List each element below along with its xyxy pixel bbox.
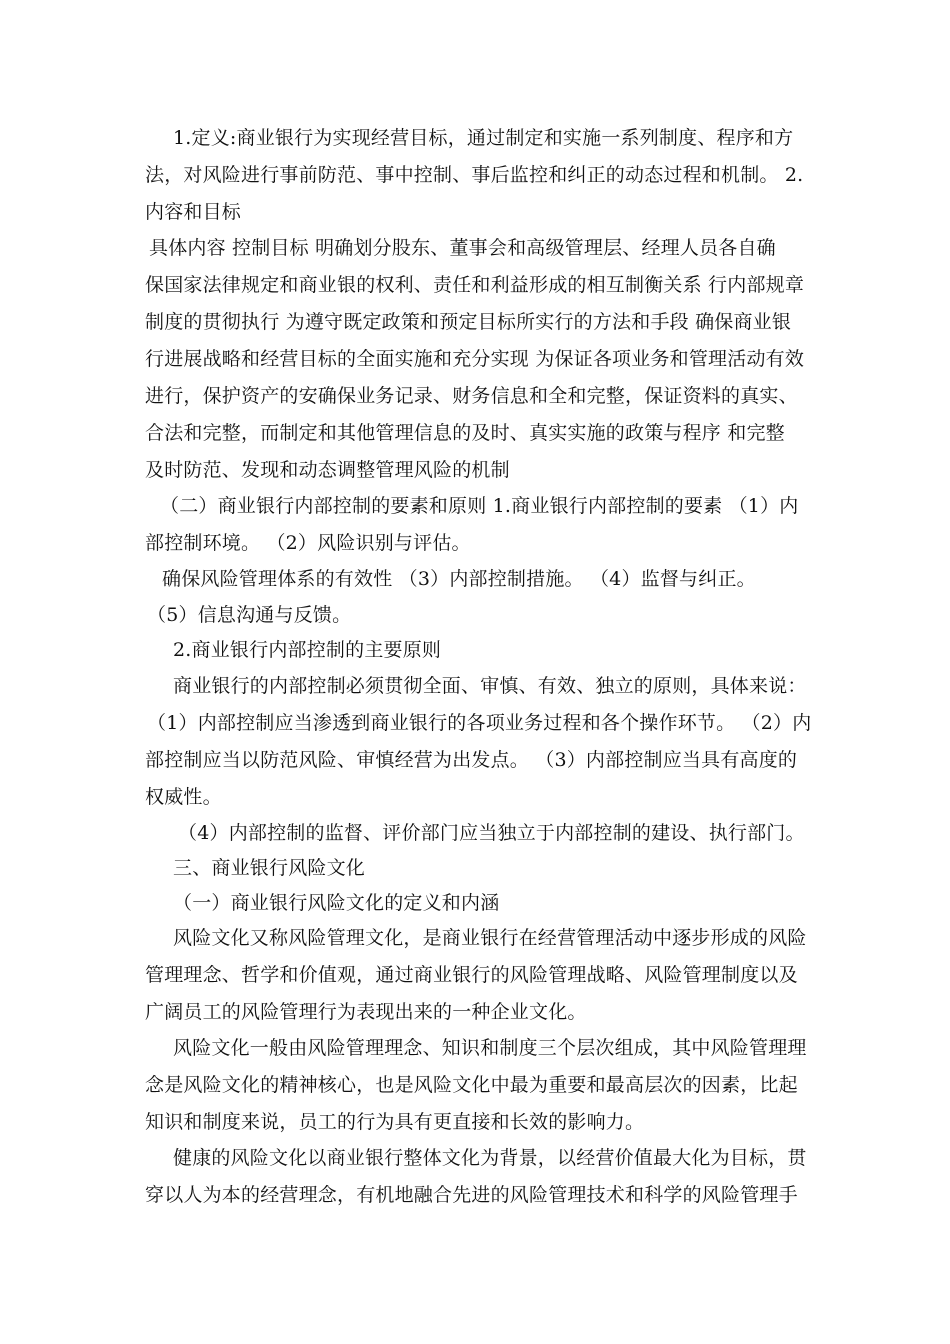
text-line: 进行，保护资产的安确保业务记录、财务信息和全和完整，保证资料的真实、 <box>145 385 798 407</box>
text-line: 行进展战略和经营目标的全面实施和充分实现 为保证各项业务和管理活动有效 <box>145 348 805 370</box>
text-line: 保国家法律规定和商业银的权利、责任和利益形成的相互制衡关系 行内部规章 <box>145 274 805 296</box>
section-heading: 三、商业银行风险文化 <box>173 857 366 879</box>
text-line: 部控制环境。 （2）风险识别与评估。 <box>145 532 471 554</box>
text-line: （4）内部控制的监督、评价部门应当独立于内部控制的建设、执行部门。 <box>178 822 805 844</box>
text-line: 确保风险管理体系的有效性 （3）内部控制措施。 （4）监督与纠正。 <box>162 568 756 590</box>
text-line: 2.商业银行内部控制的主要原则 <box>173 639 442 661</box>
text-line: 知识和制度来说，员工的行为具有更直接和长效的影响力。 <box>145 1111 645 1133</box>
text-line: 商业银行的内部控制必须贯彻全面、审慎、有效、独立的原则，具体来说： <box>173 675 807 697</box>
subsection-heading: （一）商业银行风险文化的定义和内涵 <box>173 892 500 914</box>
text-line: 1.定义:商业银行为实现经营目标，通过制定和实施一系列制度、程序和方 <box>173 127 794 149</box>
text-line: 法，对风险进行事前防范、事中控制、事后监控和纠正的动态过程和机制。 2. <box>145 164 804 186</box>
text-line: 具体内容 控制目标 明确划分股东、董事会和高级管理层、经理人员各自确 <box>149 237 776 259</box>
text-line: 风险文化又称风险管理文化，是商业银行在经营管理活动中逐步形成的风险 <box>173 927 807 949</box>
text-line: （二）商业银行内部控制的要素和原则 1.商业银行内部控制的要素 （1）内 <box>160 495 799 517</box>
text-line: 合法和完整，而制定和其他管理信息的及时、真实实施的政策与程序 和完整 <box>145 422 785 444</box>
text-line: 风险文化一般由风险管理理念、知识和制度三个层次组成，其中风险管理理 <box>173 1037 807 1059</box>
text-line: （1）内部控制应当渗透到商业银行的各项业务过程和各个操作环节。 （2）内 <box>147 712 812 734</box>
text-line: 制度的贯彻执行 为遵守既定政策和预定目标所实行的方法和手段 确保商业银 <box>145 311 792 333</box>
text-line: 部控制应当以防范风险、审慎经营为出发点。 （3）内部控制应当具有高度的 <box>145 749 798 771</box>
text-line: 及时防范、发现和动态调整管理风险的机制 <box>145 459 510 481</box>
text-line: 管理理念、哲学和价值观，通过商业银行的风险管理战略、风险管理制度以及 <box>145 964 798 986</box>
text-line: 权威性。 <box>145 786 222 808</box>
text-line: 念是风险文化的精神核心，也是风险文化中最为重要和最高层次的因素，比起 <box>145 1074 798 1096</box>
text-line: 内容和目标 <box>145 201 242 223</box>
text-line: 健康的风险文化以商业银行整体文化为背景，以经营价值最大化为目标，贯 <box>173 1147 807 1169</box>
text-line: 广阔员工的风险管理行为表现出来的一种企业文化。 <box>145 1001 587 1023</box>
text-line: （5）信息沟通与反馈。 <box>147 604 352 626</box>
text-line: 穿以人为本的经营理念，有机地融合先进的风险管理技术和科学的风险管理手 <box>145 1184 798 1206</box>
